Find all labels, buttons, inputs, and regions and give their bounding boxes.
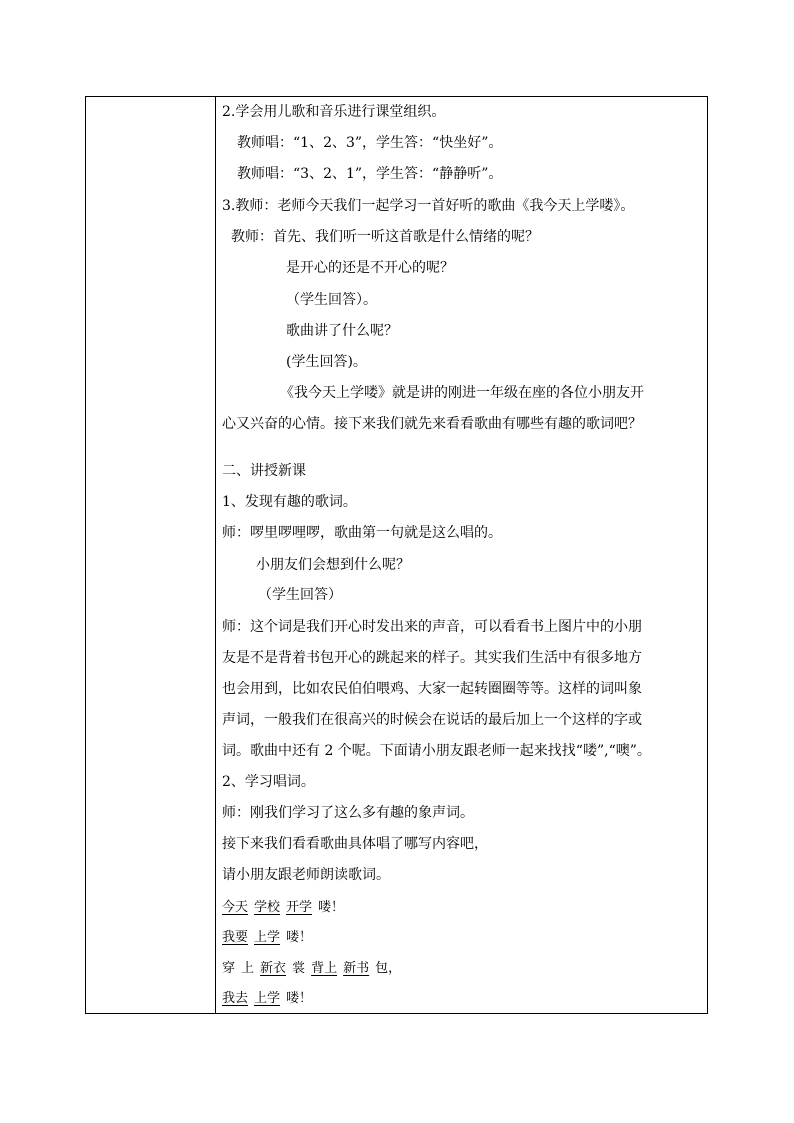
text-line: （学生回答）。 xyxy=(286,292,377,308)
text-line: 师：这个词是我们开心时发出来的声音，可以看看书上图片中的小朋 xyxy=(222,619,642,635)
lyric-word: 我去 xyxy=(222,991,249,1006)
lyric-word: 喽！ xyxy=(286,991,313,1006)
text-line: 3.教师：老师今天我们一起学习一首好听的歌曲《我今天上学喽》。 xyxy=(222,198,635,214)
lyric-line xyxy=(222,990,312,1008)
lyric-line xyxy=(222,899,344,917)
text-line: 2.学会用儿歌和音乐进行课堂组织。 xyxy=(222,104,446,120)
text-line: （学生回答） xyxy=(258,587,342,603)
text-line: 词。歌曲中还有 2 个呢。下面请小朋友跟老师一起来找找“喽”,“噢”。 xyxy=(222,743,651,759)
lyric-line xyxy=(222,960,401,978)
lyric-word: 开学 xyxy=(286,900,313,915)
text-line: 教师唱：“3、2、1”，学生答：“静静听”。 xyxy=(237,166,503,182)
text-line: 也会用到，比如农民伯伯喂鸡、大家一起转圈圈等等。这样的词叫象 xyxy=(222,681,642,697)
lyric-word: 今天 xyxy=(222,900,249,915)
lyric-word: 我要 xyxy=(222,930,249,945)
text-line: 师：刚我们学习了这么多有趣的象声词。 xyxy=(222,805,474,821)
lyric-word: 上学 xyxy=(254,930,281,945)
text-line: 接下来我们看看歌曲具体唱了哪写内容吧， xyxy=(222,836,488,852)
lyric-word: 穿 xyxy=(222,961,236,976)
lyric-word: 学校 xyxy=(254,900,281,915)
text-line: 《我今天上学喽》就是讲的刚进一年级在座的各位小朋友开 xyxy=(280,385,644,401)
section-heading: 二、讲授新课 xyxy=(222,463,306,479)
text-line: 师：啰里啰哩啰，歌曲第一句就是这么唱的。 xyxy=(222,525,502,541)
text-line: 心又兴奋的心情。接下来我们就先来看看歌曲有哪些有趣的歌词吧？ xyxy=(222,416,642,432)
table-left-column xyxy=(86,97,216,1013)
text-line: (学生回答)。 xyxy=(286,354,367,370)
text-line: 声词，一般我们在很高兴的时候会在说话的最后加上一个这样的字或 xyxy=(222,712,642,728)
text-line: 歌曲讲了什么呢？ xyxy=(286,323,398,339)
text-line: 小朋友们会想到什么呢？ xyxy=(256,557,410,573)
text-line: 请小朋友跟老师朗读歌词。 xyxy=(222,867,390,883)
lyric-word: 上 xyxy=(241,961,255,976)
text-line: 是开心的还是不开心的呢？ xyxy=(286,260,454,276)
lyric-word: 新书 xyxy=(343,961,370,976)
text-line: 教师唱：“1、2、3”，学生答：“快坐好”。 xyxy=(237,135,503,151)
lyric-line xyxy=(222,929,312,947)
lyric-word: 新衣 xyxy=(260,961,287,976)
lyric-word: 包， xyxy=(375,961,402,976)
lyric-word: 喽！ xyxy=(318,900,345,915)
lyric-word: 背上 xyxy=(311,961,338,976)
lyric-word: 喽！ xyxy=(286,930,313,945)
lyric-word: 裳 xyxy=(292,961,306,976)
text-line: 友是不是背着书包开心的跳起来的样子。其实我们生活中有很多地方 xyxy=(222,650,642,666)
text-line: 教师：首先、我们听一听这首歌是什么情绪的呢？ xyxy=(231,229,539,245)
text-line: 1、发现有趣的歌词。 xyxy=(222,494,357,510)
lyric-word: 上学 xyxy=(254,991,281,1006)
text-line: 2、学习唱词。 xyxy=(222,774,315,790)
